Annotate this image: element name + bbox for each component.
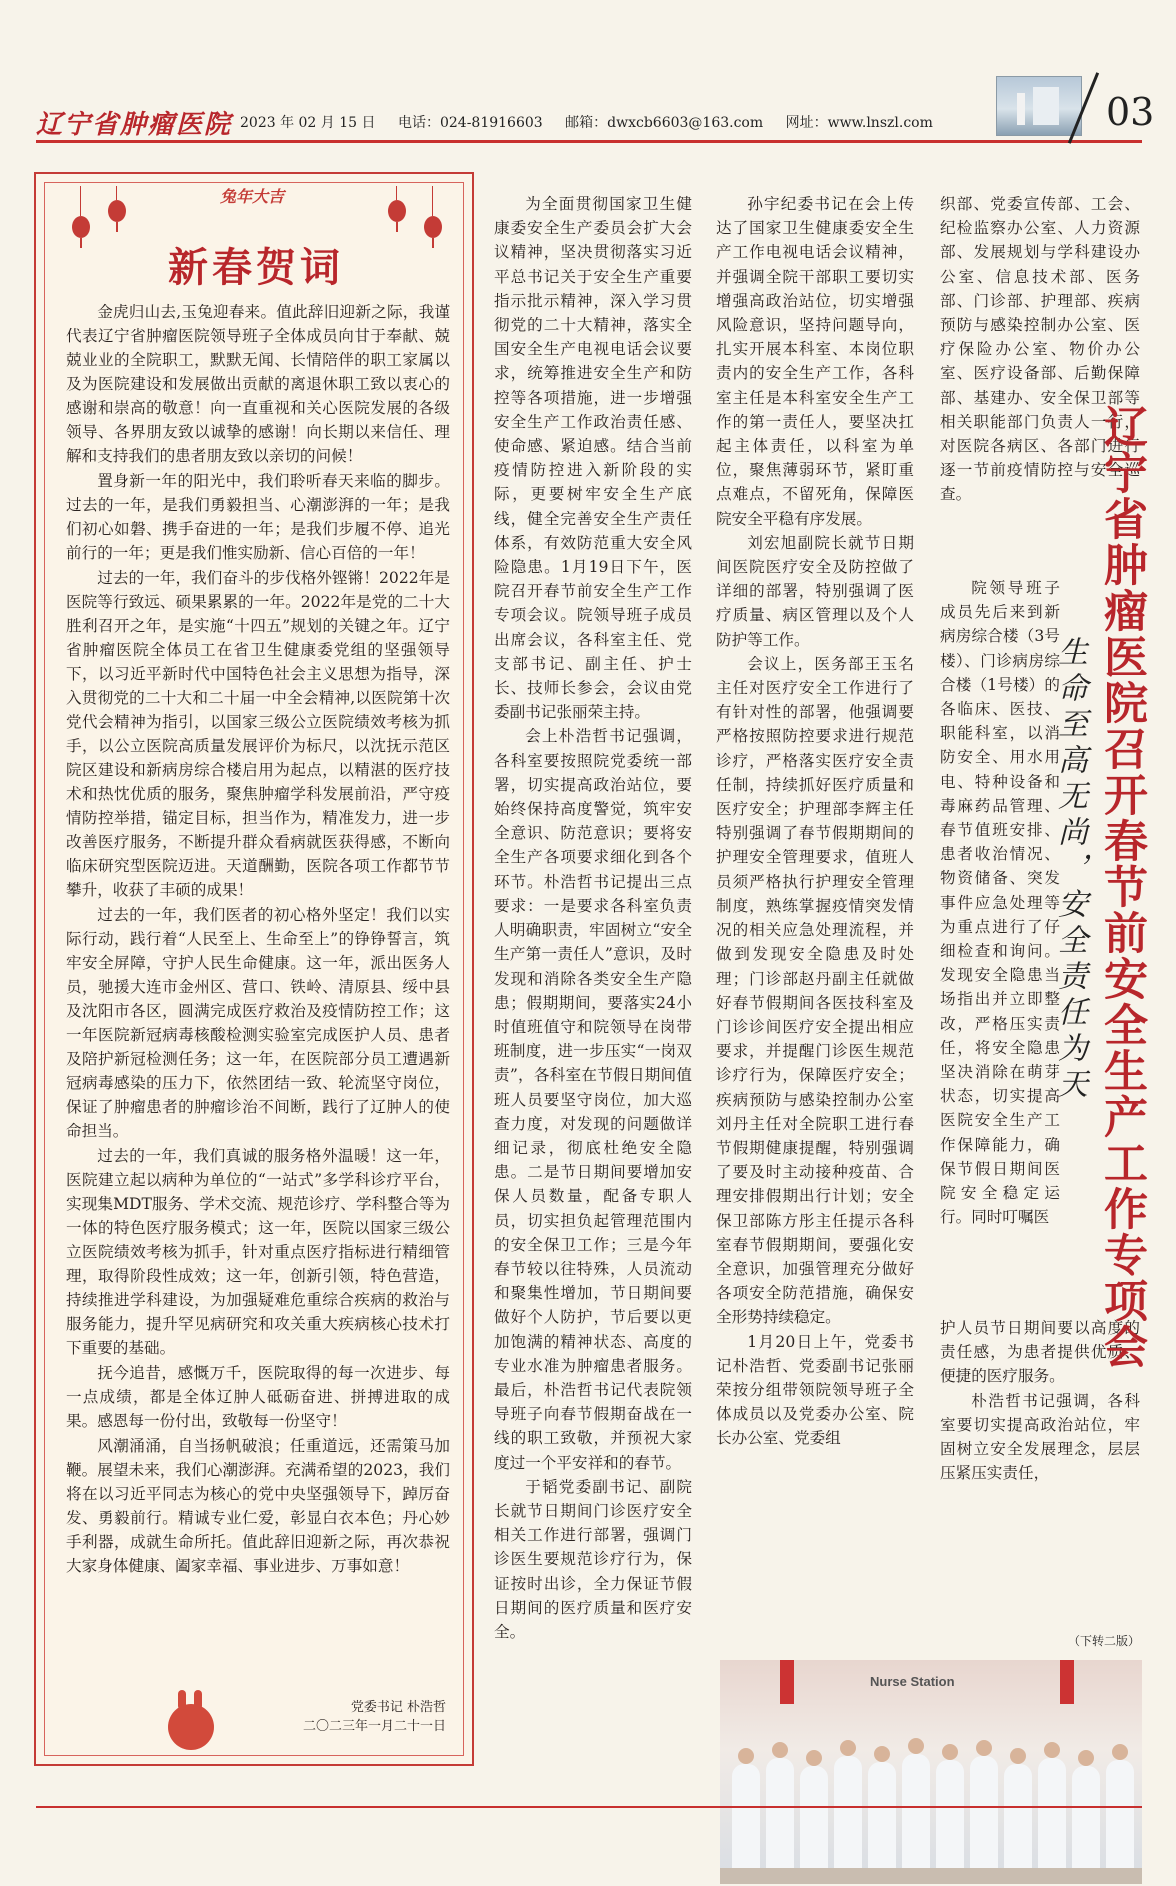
greeting-paragraph: 过去的一年，我们奋斗的步伐格外铿锵！2022年是医院等行致远、硕果累累的一年。2022年是党的二十大胜利召开之年，是实施“十四五”规划的关键之年。辽宁省肿瘤医院全体员工在省卫生健康委党组的坚强领导下，以习近平新时代中国特色社会主义思想为指导，深入贯彻党的二十大和二十届一中全会精神,以医院第十次党代会精神为指引，以国家三级公立医院绩效考核为抓手，以公立医院高质量发展评价为标尺，以沈抚示范区院区建设和新病房综合楼启用为起点，以精湛的医疗技术和热忱优质的服务，聚焦肿瘤学科发展前沿，严守疫情防控举措，锚定目标，担当作为，精准发力，进一步改善医疗服务，不断提升群众看病就医获得感，不断向临床研究型医院迈进。天道酬勤，医院各项工作都节节攀升，收获了丰硕的成果！	[66, 569, 450, 899]
email-address: 邮箱：dwxcb6603@163.com	[565, 115, 764, 131]
signature-date: 二〇二三年一月二十一日	[302, 1719, 446, 1734]
greeting-paragraph: 抚今追昔，感慨万千，医院取得的每一次进步、每一点成绩，都是全体辽肿人砥砺奋进、拼搏进取的成果。感恩每一份付出，致敬每一份坚守！	[66, 1364, 450, 1430]
lantern-icon	[72, 216, 90, 238]
staff-group-photo	[720, 1660, 1142, 1884]
article-subheadline: 生命至高无尚，安全责任为天	[1052, 636, 1087, 1104]
greeting-title: 新春贺词	[168, 244, 344, 291]
nurse-station-sign: Nurse Station	[870, 1674, 955, 1689]
article-paragraph: 会议上，医务部王玉名主任对医疗安全工作进行了有针对性的部署，他强调要严格按照防控要求进行规范诊疗，严格落实医疗安全责任制，持续抓好医疗质量和医疗安全；护理部李辉主任特别强调了春节假期期间的护理安全管理要求，值班人员须严格执行护理安全管理制度，熟练掌握疫情突发情况的相关应急处理流程，并做到发现安全隐患及时处理；门诊部赵丹副主任就做好春节假期间各医技科室及门诊诊间医疗安全提出相应要求，并提醒门诊医生规范诊疗行为，保障医疗安全；疾病预防与感染控制办公室刘丹主任对全院职工进行春节假期健康提醒，特别强调了要及时主动接种疫苗、合理安排假期出行计划；安全保卫部陈方彤主任提示各科室春节假期期间，要强化安全意识，加强管理充分做好各项安全防范措施，确保安全形势持续稳定。	[716, 654, 914, 1327]
article-headline: 辽宁省肿瘤医院召开春节前安全生产工作专项会	[1096, 404, 1147, 1370]
continued-note: （下转二版）	[1068, 1634, 1141, 1648]
article-paragraph: 1月20日上午，党委书记朴浩哲、党委副书记张丽荣按分组带领院领导班子全体成员以及党委办公室、院长办公室、党委组	[716, 1332, 914, 1448]
new-year-greeting-card	[34, 172, 474, 1766]
article-paragraph: 朴浩哲书记强调，各科室要切实提高政治站位，牢固树立安全发展理念，层层压紧压实责任，	[940, 1391, 1140, 1483]
rabbit-year-brand: 兔年大吉	[220, 187, 285, 206]
greeting-paragraph: 过去的一年，我们医者的初心格外坚定！我们以实际行动，践行着“人民至上、生命至上”的铮铮誓言，筑牢安全屏障，守护人民生命健康。这一年，派出医务人员，驰援大连市金州区、营口、铁岭、清原县、绥中县及沈阳市各区，圆满完成医疗救治及疫情防控工作；这一年医院新冠病毒核酸检测实验室完成医护人员、患者及陪护新冠检测任务；这一年，在医院部分员工遭遇新冠病毒感染的压力下，依然团结一致、轮流坚守岗位，保证了肿瘤患者的肿瘤诊治不间断，践行了辽肿人的使命担当。	[66, 906, 450, 1140]
lantern-icon	[108, 200, 126, 222]
rabbit-icon	[168, 1704, 214, 1750]
newspaper-logo: 辽宁省肿瘤医院	[36, 110, 233, 140]
greeting-paragraph: 金虎归山去,玉兔迎春来。值此辞旧迎新之际，我谨代表辽宁省肿瘤医院领导班子全体成员向甘于奉献、兢兢业业的全院职工，默默无闻、长情陪伴的职工家属以及为医院建设和发展做出贡献的离退休职工致以衷心的感谢和崇高的敬意！向一直重视和关心医院发展的各级领导、各界朋友致以诚挚的感谢！向长期以来信任、理解和支持我们的患者朋友致以亲切的问候！	[66, 303, 450, 465]
article-column-1	[494, 192, 692, 1644]
greeting-signature	[242, 1698, 446, 1736]
article-paragraph: 会上朴浩哲书记强调，各科室要按照院党委统一部署，切实提高政治站位，要始终保持高度警觉，筑牢安全意识、防范意识；要将安全生产各项要求细化到各个环节。朴浩哲书记提出三点要求：一是要求各科室负责人明确职责，牢固树立“安全生产第一责任人”意识，及时发现和消除各类安全生产隐患；假期期间，要落实24小时值班值守和院领导在岗带班制度，进一步压实“一岗双责”，各科室在节假日期间值班人员要坚守岗位，加大巡查力度，对发现的问题做详细记录，彻底杜绝安全隐患。二是节日期间要增加安保人员数量，配备专职人员，切实担负起管理范围内的安全保卫工作；三是今年春节较以往特殊，人员流动和聚集性增加，节日期间要做好个人防护，节后要以更加饱满的精神状态、高度的专业水准为肿瘤患者服务。最后，朴浩哲书记代表院领导班子向春节假期奋战在一线的职工致敬，并预祝大家度过一个平安祥和的春节。	[494, 727, 692, 1472]
signatory: 党委书记 朴浩哲	[350, 1700, 446, 1715]
article-paragraph: 织部、党委宣传部、工会、纪检监察办公室、人力资源部、发展规划与学科建设办公室、信息技术部、医务部、门诊部、护理部、疾病预防与感染控制办公室、医疗保险办公室、物价办公室、医疗设备部、后勤保障部、基建办、安全保卫部等相关职能部门负责人一行，对医院各病区、各部门进行逐一节前疫情防控与安全巡查。	[940, 195, 1140, 504]
article-paragraph: 为全面贯彻国家卫生健康委安全生产委员会扩大会议精神，坚决贯彻落实习近平总书记关于安全生产重要指示批示精神，深入学习贯彻党的二十大精神，落实全国安全生产电视电话会议要求，统筹推进安全生产和防控等各项措施，进一步增强安全生产工作政治责任感、使命感、紧迫感。结合当前疫情防控进入新阶段的实际，更要树牢安全生产底线，健全完善安全生产责任体系，有效防范重大安全风险隐患。1月19日下午，医院召开春节前安全生产工作专项会议。院领导班子成员出席会议，各科室主任、党支部书记、副主任、护士长、技师长参会，会议由党委副书记张丽荣主持。	[494, 195, 692, 722]
building-thumbnail-image	[996, 76, 1082, 136]
article-paragraph: 刘宏旭副院长就节日期间医院医疗安全及防控做了详细的部署，特别强调了医疗质量、病区管理以及个人防护等工作。	[716, 533, 914, 649]
article-paragraph: 护人员节日期间要以高度的责任感，为患者提供优质、便捷的医疗服务。	[940, 1319, 1140, 1386]
lantern-icon	[424, 216, 442, 238]
footer-rule	[36, 1806, 1142, 1808]
greeting-paragraph: 风潮涌涌，自当扬帆破浪；任重道远，还需策马加鞭。展望未来，我们心潮澎湃。充满希望的2023，我们将在以习近平同志为核心的党中央坚强领导下，踔厉奋发、勇毅前行。精诚专业仁爱，彰显白衣本色；丹心妙手利器，成就生命所托。值此辞旧迎新之际，再次恭祝大家身体健康、阖家幸福、事业进步、万事如意！	[66, 1437, 450, 1575]
lantern-icon	[388, 200, 406, 222]
article-paragraph: 于韬党委副书记、副院长就节日期间门诊医疗安全相关工作进行部署，强调门诊医生要规范诊疗行为，保证按时出诊，全力保证节假日期间的医疗质量和医疗安全。	[494, 1477, 692, 1641]
article-paragraph: 院领导班子成员先后来到新病房综合楼（3号楼）、门诊病房综合楼（1号楼）的各临床、医技、职能科室，以消防安全、用水用电、特种设备和毒麻药品管理、春节值班安排、患者收治情况、物资储备、突发事件应急处理等为重点进行了仔细检查和询问。发现安全隐患当场指出并立即整改，严格压实责任，将安全隐患坚决消除在萌芽状态，切实提高医院安全生产工作保障能力，确保节假日期间医院安全稳定运行。同时叮嘱医	[940, 579, 1060, 1227]
masthead-rule	[36, 140, 1142, 143]
masthead	[36, 104, 1142, 142]
greeting-paragraph: 置身新一年的阳光中，我们聆听春天来临的脚步。过去的一年，是我们勇毅担当、心潮澎湃的一年；是我们初心如磐、携手奋进的一年；是我们步履不停、追光前行的一年；更是我们惟实励新、信心百倍的一年！	[66, 472, 450, 562]
masthead-info	[240, 112, 951, 132]
greeting-paragraph: 过去的一年，我们真诚的服务格外温暖！这一年，医院建立起以病种为单位的“一站式”多学科诊疗平台，实现集MDT服务、学术交流、规范诊疗、学科整合等为一体的特色医疗服务模式；这一年，医院以国家三级公立医院绩效考核为抓手，针对重点医疗指标进行精细管理，取得阶段性成效；这一年，创新引领，特色营造，持续推进学科建设，为加强疑难危重综合疾病的救治与服务能力，提升罕见病研究和攻关重大疾病核心技术打下重要的基础。	[66, 1147, 450, 1357]
phone-number: 电话：024-81916603	[397, 115, 543, 131]
article-column-2	[716, 192, 914, 1451]
article-column-3-middle	[940, 576, 1060, 1229]
website-address: 网址：www.lnszl.com	[785, 115, 933, 131]
page-number: 03	[1106, 90, 1155, 134]
greeting-body	[66, 300, 450, 1579]
issue-date: 2023 年 02 月 15 日	[240, 115, 376, 131]
article-paragraph: 孙宇纪委书记在会上传达了国家卫生健康委安全生产工作电视电话会议精神，并强调全院干部职工要切实增强高政治站位，切实增强风险意识，坚持问题导向，扎实开展本科室、本岗位职责内的安全生产工作，各科室主任是本科室安全生产工作的第一责任人，要坚决扛起主体责任，以科室为单位，聚焦薄弱环节，紧盯重点难点，不留死角，保障医院安全平稳有序发展。	[716, 195, 914, 528]
